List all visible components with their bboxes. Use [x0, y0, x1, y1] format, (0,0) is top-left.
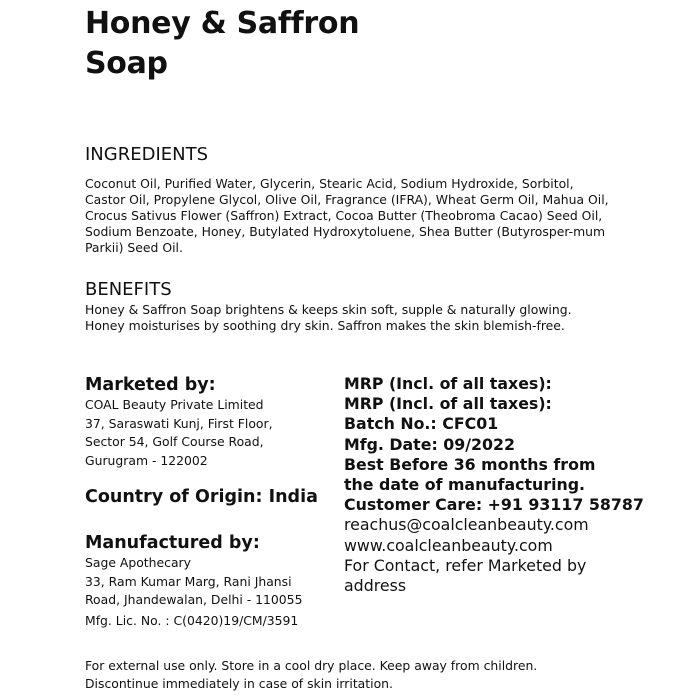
- manufactured-by-address: [85, 554, 302, 630]
- marketed-line: 37, Saraswati Kunj, First Floor,: [85, 415, 273, 431]
- website: www.coalcleanbeauty.com: [344, 535, 553, 555]
- batch-number: Batch No.: CFC01: [344, 414, 499, 434]
- mrp-line: MRP (Incl. of all taxes):: [344, 374, 552, 393]
- best-before-line: Best Before 36 months from: [344, 454, 596, 474]
- benefits-text: Honey & Saffron Soap brightens & keeps skin soft, supple & naturally glowing. Honey moisturises by soothing dry skin. Saffron makes the skin blemish-free.: [85, 302, 572, 333]
- marketed-by-address: [85, 396, 273, 470]
- mrp-line: MRP (Incl. of all taxes):: [344, 394, 552, 414]
- manufactured-line: Sage Apothecary: [85, 555, 191, 570]
- marketed-line: COAL Beauty Private Limited: [85, 397, 264, 412]
- footer-warning: [85, 657, 537, 693]
- contact-note: address: [344, 576, 407, 596]
- manufactured-line: 33, Ram Kumar Marg, Rani Jhansi: [85, 573, 292, 589]
- best-before-line: the date of manufacturing.: [344, 475, 586, 495]
- product-title-line-1: Honey & Saffron: [85, 6, 360, 41]
- ingredients-text: Coconut Oil, Purified Water, Glycerin, Stearic Acid, Sodium Hydroxide, Sorbitol, Castor Oil, Propylene Glycol, Olive Oil, Fragrance (IFRA), Wheat Germ Oil, Mahua Oil, Crocus Sativus Flower (Saffron) Extract, Cocoa Butter (Theobroma Cacao) Seed Oil, Sodium Benzoate, Honey, Butylated Hydroxytoluene, Shea Butter (Butyrosper-mum Parkii) Seed Oil.: [85, 176, 609, 255]
- manufactured-by-heading: Manufactured by:: [85, 533, 260, 553]
- product-title-line-2: Soap: [85, 46, 168, 81]
- contact-email: reachus@coalcleanbeauty.com: [344, 515, 589, 535]
- mfg-date: Mfg. Date: 09/2022: [344, 434, 515, 454]
- marketed-line: Sector 54, Golf Course Road,: [85, 434, 264, 449]
- contact-note: For Contact, refer Marketed by: [344, 555, 587, 575]
- marketed-line: Gurugram - 122002: [85, 452, 208, 468]
- product-details-column: [344, 374, 644, 596]
- customer-care: Customer Care: +91 93117 58787: [344, 495, 644, 515]
- footer-line: For external use only. Store in a cool dry place. Keep away from children.: [85, 658, 538, 673]
- benefits-heading: BENEFITS: [85, 279, 172, 300]
- marketed-by-heading: Marketed by:: [85, 375, 216, 395]
- ingredients-heading: INGREDIENTS: [85, 144, 209, 165]
- manufactured-line: Mfg. Lic. No. : C(0420)19/CM/3591: [85, 612, 299, 628]
- country-of-origin: Country of Origin: India: [85, 487, 318, 507]
- product-title: [85, 4, 359, 84]
- footer-line: Discontinue immediately in case of skin irritation.: [85, 676, 393, 691]
- manufactured-line: Road, Jhandewalan, Delhi - 110055: [85, 592, 303, 607]
